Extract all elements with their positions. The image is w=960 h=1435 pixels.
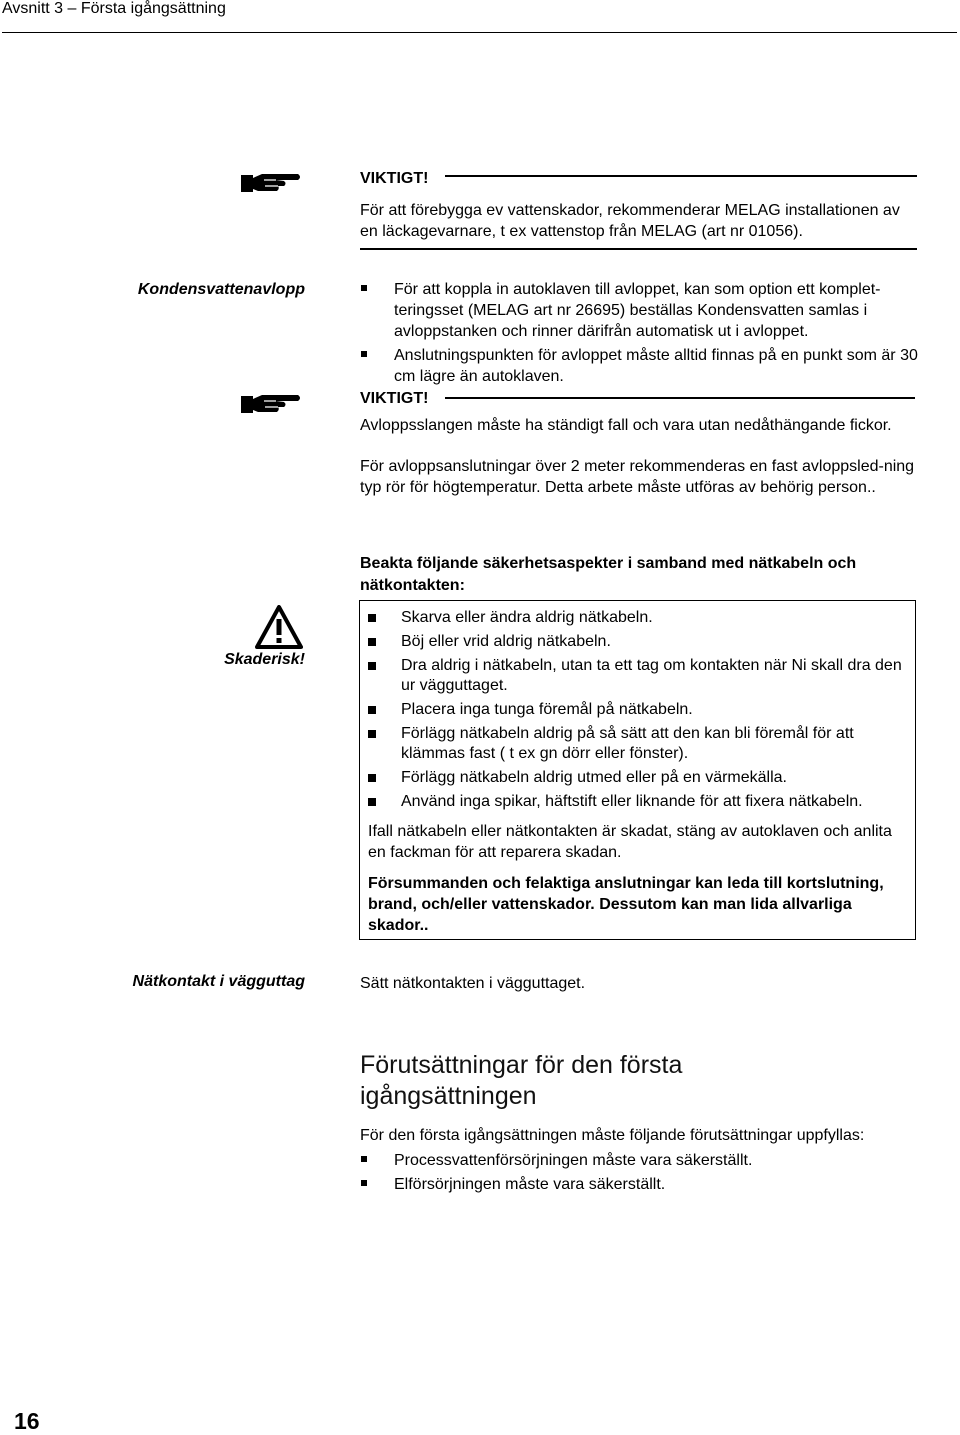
- bullet-icon: [361, 285, 367, 291]
- bullet-icon: [368, 638, 376, 646]
- list-item: Använd inga spikar, häftstift eller liknande för att fixera nätkabeln.: [360, 792, 905, 812]
- prereq-intro: För den första igångsättningen måste följande förutsättningar uppfyllas:: [360, 1127, 865, 1144]
- list-item: För att koppla in autoklaven till avloppet, kan som option ett komplet-teringsset (MELAG art nr 26695) beställas Kondensvatten samlas i avloppstanken och rinner därifrån automatisk ut i avloppet.: [360, 279, 920, 342]
- list-item: Skarva eller ändra aldrig nätkabeln.: [360, 608, 905, 628]
- list-item: Förlägg nätkabeln aldrig på så sätt att den kan bli föremål för att klämmas fast ( t ex gn dörr eller fönster).: [360, 724, 905, 764]
- side-label-natkontakt: Nätkontakt i vägguttag: [132, 973, 305, 990]
- safety-heading: Beakta följande säkerhetsaspekter i samband med nätkabeln och nätkontakten:: [360, 555, 857, 594]
- list-item: Dra aldrig i nätkabeln, utan ta ett tag om kontakten när Ni skall dra den ur vägguttaget.: [360, 656, 905, 696]
- page-number: 16: [14, 1408, 40, 1434]
- safety-box: [359, 600, 916, 940]
- notice-label: VIKTIGT!: [360, 390, 429, 407]
- bullet-icon: [368, 774, 376, 782]
- safety-bold-paragraph: Försummanden och felaktiga anslutningar kan leda till kortslutning, brand, och/eller vattenskador. Dessutom kan man lida allvarliga skador..: [368, 875, 884, 934]
- bullet-icon: [368, 662, 376, 670]
- warning-label: Skaderisk!: [224, 651, 305, 668]
- section-heading: Förutsättningar för den första igångsättningen: [360, 1051, 683, 1110]
- list-item: Böj eller vrid aldrig nätkabeln.: [360, 632, 905, 652]
- bullet-icon: [361, 1156, 367, 1162]
- kondensvatten-list: [360, 279, 920, 387]
- notice-top-rule: [445, 175, 917, 177]
- notice-bottom-rule: [360, 248, 917, 250]
- bullet-icon: [368, 706, 376, 714]
- safety-list: [360, 608, 905, 816]
- notice-text: Avloppsslangen måste ha ständigt fall och vara utan nedåthängande fickor.: [360, 417, 892, 434]
- side-label-kondensvattenavlopp: Kondensvattenavlopp: [137, 281, 305, 298]
- bullet-icon: [368, 614, 376, 622]
- bullet-icon: [368, 730, 376, 738]
- notice-label: VIKTIGT!: [360, 170, 429, 187]
- prereq-list: [360, 1150, 920, 1195]
- notice-text: För att förebygga ev vattenskador, rekommenderar MELAG installationen av en läckagevarnare, t ex vattenstop från MELAG (art nr 01056).: [360, 202, 900, 240]
- list-item: Förlägg nätkabeln aldrig utmed eller på en värmekälla.: [360, 768, 905, 788]
- page-header-title: Avsnitt 3 – Första igångsättning: [2, 0, 226, 17]
- safety-paragraph: Ifall nätkabeln eller nätkontakten är skadat, stäng av autoklaven och anlita en fackman för att reparera skadan.: [368, 823, 892, 861]
- list-item: Processvattenförsörjningen måste vara säkerställt.: [360, 1150, 920, 1171]
- list-item: Elförsörjningen måste vara säkerställt.: [360, 1174, 920, 1195]
- bullet-icon: [368, 798, 376, 806]
- notice-text: För avloppsanslutningar över 2 meter rekommenderas en fast avloppsled-ning typ rör för högtemperatur. Detta arbete måste utföras av behörig person..: [360, 458, 915, 496]
- bullet-icon: [361, 351, 367, 357]
- header-divider: [2, 32, 957, 33]
- notice-rule: [445, 397, 915, 399]
- pointing-hand-icon: [240, 391, 302, 415]
- list-item: Anslutningspunkten för avloppet måste alltid finnas på en punkt som är 30 cm lägre än autoklaven.: [360, 345, 920, 387]
- warning-triangle-icon: [255, 605, 303, 649]
- pointing-hand-icon: [240, 170, 302, 194]
- list-item: Placera inga tunga föremål på nätkabeln.: [360, 700, 905, 720]
- natkontakt-text: Sätt nätkontakten i vägguttaget.: [360, 975, 586, 992]
- bullet-icon: [361, 1180, 367, 1186]
